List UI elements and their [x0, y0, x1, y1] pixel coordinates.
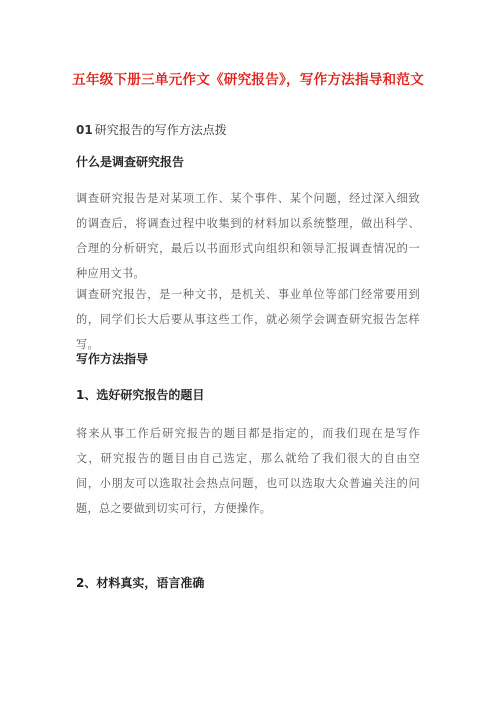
section-label: 研究报告的写作方法点拨	[94, 123, 227, 137]
heading-what-is: 什么是调查研究报告	[76, 155, 185, 169]
heading-item-1: 1、选好研究报告的题目	[76, 388, 205, 402]
heading-item-2: 2、材料真实，语言准确	[76, 576, 205, 590]
paragraph-usage: 调查研究报告，是一种文书，是机关、事业单位等部门经常要用到的，同学们长大后要从事这些工作，就必须学会调查研究报告怎样写。	[76, 288, 420, 351]
article-title: 五年级下册三单元作文《研究报告》，写作方法指导和范文	[72, 72, 424, 88]
section-number: 01	[76, 123, 93, 137]
heading-guide: 写作方法指导	[76, 352, 149, 366]
section-heading	[76, 121, 227, 138]
paragraph-definition: 调查研究报告是对某项工作、某个事件、某个问题，经过深入细致的调查后，将调查过程中收集到的材料加以系统整理，做出科学、合理的分析研究，最后以书面形式向组织和领导汇报调查情况的一种应用文书。	[76, 192, 420, 280]
paragraph-choose-topic: 将来从事工作后研究报告的题目都是指定的，而我们现在是写作文，研究报告的题目由自己选定，那么就给了我们很大的自由空间，小朋友可以选取社会热点问题，也可以选取大众普遍关注的问题，总之要做到切实可行，方便操作。	[76, 427, 420, 515]
